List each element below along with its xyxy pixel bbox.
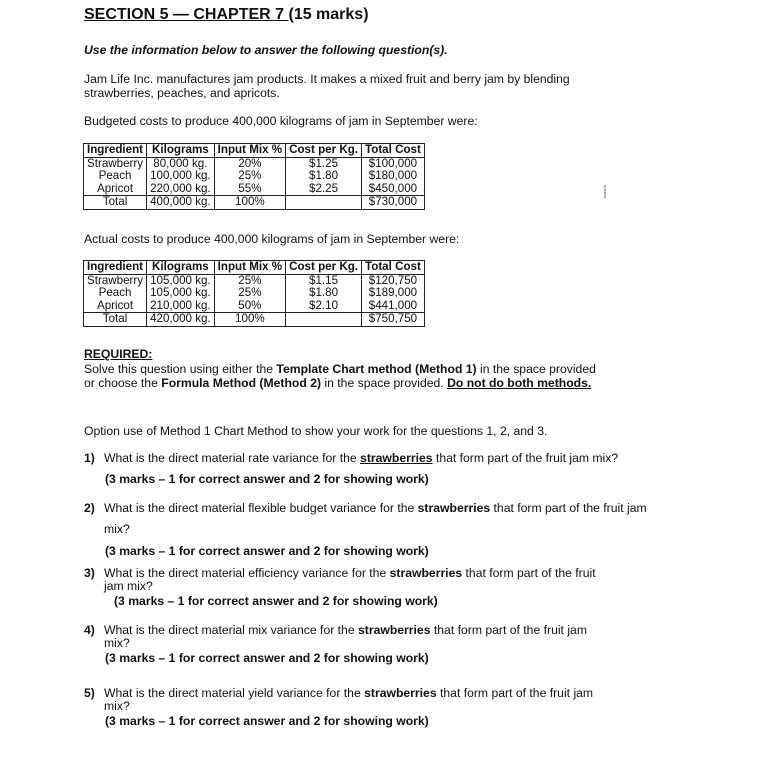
text: in the space provided — [476, 362, 596, 376]
budgeted-label: Budgeted costs to produce 400,000 kilograms of jam in September were: — [84, 114, 478, 128]
col-kilograms: Kilograms — [147, 144, 215, 158]
col-ingredient: Ingredient — [84, 261, 147, 275]
question-4 — [84, 623, 674, 637]
cell: 100,000 kg. — [147, 170, 215, 183]
cell: $120,750 — [362, 274, 425, 287]
text: or choose the — [84, 376, 162, 390]
question-keyword: strawberries — [360, 451, 433, 465]
cell: $750,750 — [362, 313, 425, 327]
cell: 220,000 kg. — [147, 183, 215, 196]
question-text: that form part of the fruit jam — [490, 501, 647, 515]
required-heading-text: REQUIRED — [84, 347, 149, 361]
table-header-row — [84, 261, 425, 275]
cell: 105,000 kg. — [147, 274, 215, 287]
required-line-2 — [84, 376, 664, 390]
cell: Peach — [84, 287, 147, 300]
question-keyword: strawberries — [389, 566, 463, 580]
question-number: 1) — [84, 451, 95, 465]
question-keyword: strawberries — [417, 501, 491, 515]
cell: $1.80 — [286, 287, 362, 300]
question-text: What is the direct material rate variance for the — [104, 451, 361, 465]
col-cost-per-kg: Cost per Kg. — [286, 144, 362, 158]
col-total-cost: Total Cost — [362, 144, 425, 158]
table-total-row — [84, 313, 425, 327]
question-3-cont: jam mix? — [104, 579, 153, 593]
cell: $2.25 — [286, 183, 362, 196]
cell: $441,000 — [362, 300, 425, 313]
question-text: that form part of the fruit jam — [430, 623, 587, 637]
required-instructions — [84, 362, 664, 390]
section-marks: (15 marks) — [288, 6, 369, 23]
intro-line: strawberries, peaches, and apricots. — [84, 86, 280, 100]
method-2-name: Formula Method (Method 2) — [161, 376, 322, 390]
question-2-cont: mix? — [104, 522, 130, 536]
cell: 80,000 kg. — [147, 157, 215, 170]
cell: Total — [84, 196, 147, 210]
cell: $1.15 — [286, 274, 362, 287]
question-text: What is the direct material yield variance for the — [104, 686, 365, 700]
question-text: What is the direct material flexible budget variance for the — [104, 501, 418, 515]
required-line-1 — [84, 362, 664, 376]
cell: $2.10 — [286, 300, 362, 313]
table-total-row — [84, 196, 425, 210]
cell: 25% — [214, 287, 285, 300]
actual-label: Actual costs to produce 400,000 kilograms of jam in September were: — [84, 232, 460, 246]
question-text: What is the direct material mix variance for the — [104, 623, 358, 637]
question-number: 5) — [84, 686, 95, 700]
warning-text: Do not do both methods. — [447, 376, 592, 390]
marks-note: (3 marks – 1 for correct answer and 2 for showing work) — [105, 651, 429, 665]
cell: $730,000 — [362, 196, 425, 210]
section-title — [84, 6, 369, 24]
text: in the space provided. — [321, 376, 448, 390]
cell: Peach — [84, 170, 147, 183]
cell: Strawberry — [84, 274, 147, 287]
marks-note: (3 marks – 1 for correct answer and 2 for showing work) — [105, 472, 429, 486]
intro-paragraph — [84, 72, 644, 100]
cell: 400,000 kg. — [147, 196, 215, 210]
budgeted-costs-table — [83, 143, 425, 210]
cell: Total — [84, 313, 147, 327]
cell: 50% — [214, 300, 285, 313]
question-1 — [84, 451, 674, 465]
question-text: What is the direct material efficiency variance for the — [104, 566, 390, 580]
table-row — [84, 183, 425, 196]
marks-note: (3 marks – 1 for correct answer and 2 for showing work) — [114, 594, 438, 608]
cell: Apricot — [84, 183, 147, 196]
col-input-mix: Input Mix % — [214, 261, 285, 275]
cell: $180,000 — [362, 170, 425, 183]
col-ingredient: Ingredient — [84, 144, 147, 158]
col-kilograms: Kilograms — [147, 261, 215, 275]
question-2 — [84, 501, 674, 515]
table-row — [84, 300, 425, 313]
marks-note: (3 marks – 1 for correct answer and 2 for showing work) — [105, 544, 429, 558]
question-number: 4) — [84, 623, 95, 637]
col-cost-per-kg: Cost per Kg. — [286, 261, 362, 275]
col-input-mix: Input Mix % — [214, 144, 285, 158]
question-text: that form part of the fruit jam mix? — [432, 451, 619, 465]
cell — [286, 196, 362, 210]
cell: $189,000 — [362, 287, 425, 300]
question-3 — [84, 566, 674, 580]
cell: 105,000 kg. — [147, 287, 215, 300]
question-4-cont: mix? — [104, 636, 130, 650]
cell — [286, 313, 362, 327]
required-heading: REQUIRED: — [84, 347, 153, 361]
cell: $1.25 — [286, 157, 362, 170]
table-row — [84, 170, 425, 183]
cell: $1.80 — [286, 170, 362, 183]
cell: 25% — [214, 170, 285, 183]
question-number: 2) — [84, 501, 95, 515]
section-title-prefix: SECTION 5 — CHAPTER 7 — [84, 6, 289, 23]
cell: 420,000 kg. — [147, 313, 215, 327]
margin-mark: ꟷꟷ — [600, 184, 610, 199]
table-header-row — [84, 144, 425, 158]
intro-line: Jam Life Inc. manufactures jam products. It makes a mixed fruit and berry jam by blending — [84, 72, 570, 86]
cell: $100,000 — [362, 157, 425, 170]
cell: 100% — [214, 196, 285, 210]
marks-note: (3 marks – 1 for correct answer and 2 for showing work) — [105, 714, 429, 728]
question-keyword: strawberries — [358, 623, 431, 637]
text: Solve this question using either the — [84, 362, 277, 376]
table-row — [84, 287, 425, 300]
question-5 — [84, 686, 674, 700]
cell: 100% — [214, 313, 285, 327]
question-5-cont: mix? — [104, 699, 130, 713]
actual-costs-table — [83, 260, 425, 327]
cell: 20% — [214, 157, 285, 170]
instruction-text: Use the information below to answer the following question(s). — [84, 43, 448, 57]
cell: 210,000 kg. — [147, 300, 215, 313]
option-text: Option use of Method 1 Chart Method to show your work for the questions 1, 2, and 3. — [84, 424, 548, 438]
method-1-name: Template Chart method (Method 1) — [276, 362, 477, 376]
cell: Strawberry — [84, 157, 147, 170]
question-number: 3) — [84, 566, 95, 580]
cell: $450,000 — [362, 183, 425, 196]
question-text: that form part of the fruit — [462, 566, 596, 580]
cell: 55% — [214, 183, 285, 196]
col-total-cost: Total Cost — [362, 261, 425, 275]
question-keyword: strawberries — [364, 686, 437, 700]
question-text: that form part of the fruit jam — [436, 686, 594, 700]
cell: Apricot — [84, 300, 147, 313]
cell: 25% — [214, 274, 285, 287]
